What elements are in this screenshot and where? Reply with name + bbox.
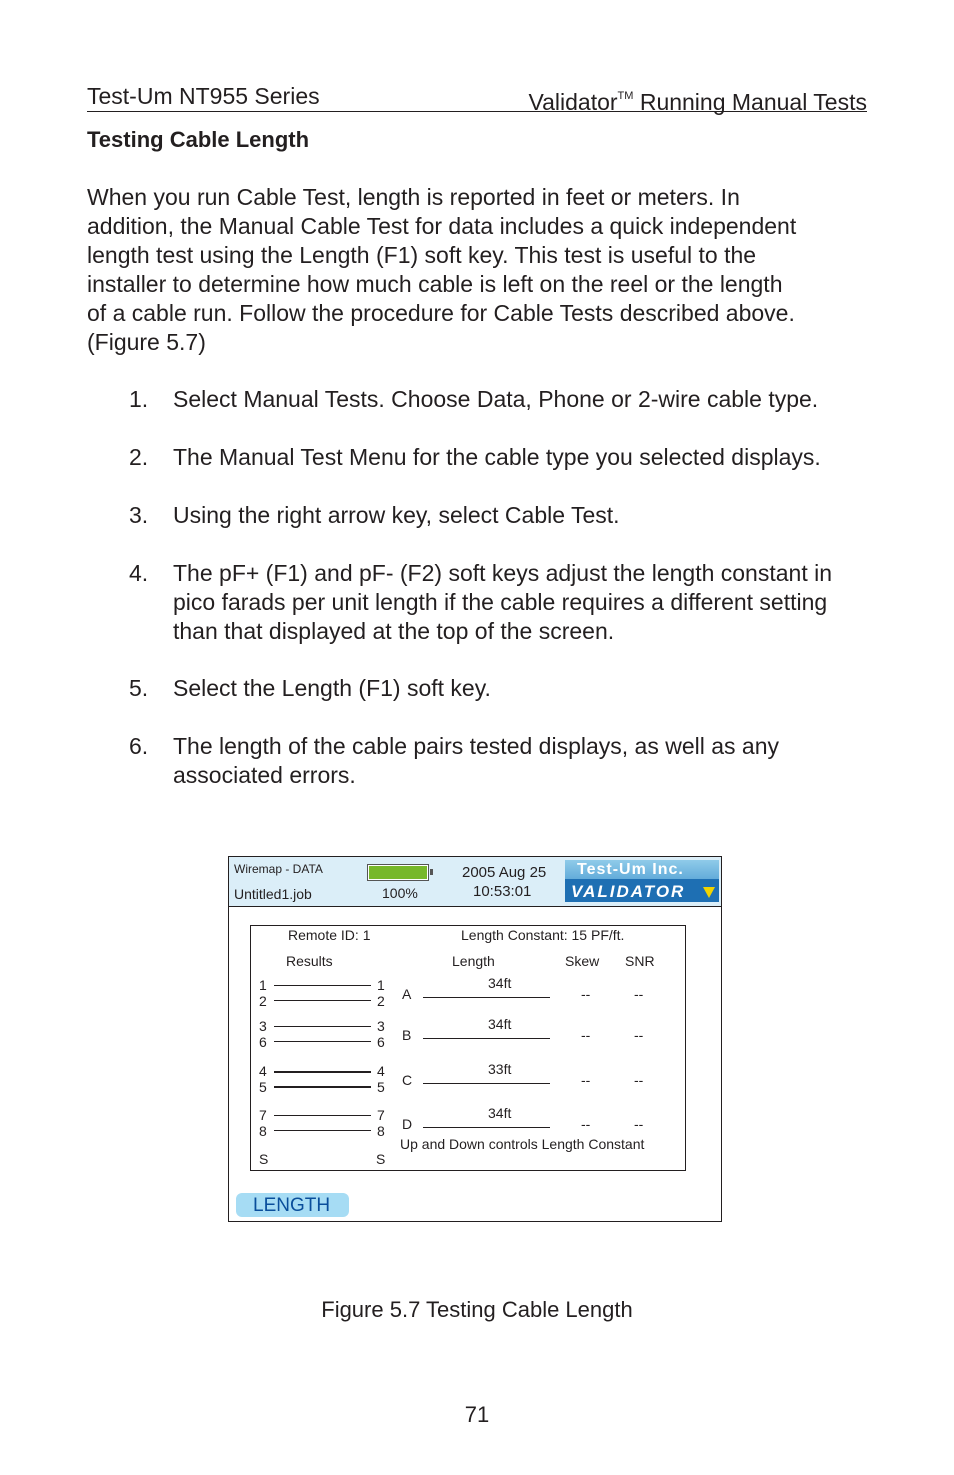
- menu-down-arrow-icon: [703, 887, 715, 898]
- brand-company-name: Test-Um Inc.: [577, 861, 684, 878]
- step-text: The Manual Test Menu for the cable type you selected displays.: [173, 444, 821, 470]
- step-number: 2.: [129, 444, 149, 470]
- shield-pin-right: S: [376, 1151, 386, 1167]
- running-header-left: Test-Um NT955 Series: [87, 83, 320, 109]
- pin-left-bottom: 5: [259, 1079, 267, 1095]
- intro-line: length test using the Length (F1) soft key. This test is useful to the: [87, 242, 757, 268]
- pair-skew: --: [581, 1027, 591, 1043]
- step-number: 6.: [129, 733, 149, 759]
- intro-line: (Figure 5.7): [87, 329, 206, 355]
- pin-right-bottom: 5: [377, 1079, 385, 1095]
- pair-name: A: [402, 986, 412, 1002]
- length-bar: [423, 997, 550, 998]
- pair-skew: --: [581, 1072, 591, 1088]
- screen-mode-label: Wiremap - DATA: [234, 862, 323, 876]
- pair-snr: --: [634, 986, 644, 1002]
- header-chapter: Running Manual Tests: [633, 89, 867, 115]
- screen-status-bar: [229, 857, 721, 907]
- pin-right-top: 4: [377, 1063, 385, 1079]
- wire-line: [274, 1130, 371, 1131]
- step-text: pico farads per unit length if the cable requires a different setting: [173, 589, 828, 615]
- wire-line: [274, 1000, 371, 1001]
- section-title: Testing Cable Length: [87, 127, 310, 152]
- length-bar: [423, 1083, 550, 1084]
- step-text: Select the Length (F1) soft key.: [173, 675, 491, 701]
- column-header-skew: Skew: [565, 953, 600, 969]
- pin-left-top: 1: [259, 977, 267, 993]
- wire-line: [274, 1115, 371, 1116]
- step-number: 3.: [129, 502, 149, 528]
- pair-snr: --: [634, 1116, 644, 1132]
- pin-right-top: 7: [377, 1107, 385, 1123]
- intro-line: When you run Cable Test, length is reported in feet or meters. In: [87, 184, 740, 210]
- intro-paragraph: [87, 183, 877, 357]
- pin-left-top: 7: [259, 1107, 267, 1123]
- step-text: associated errors.: [173, 762, 356, 788]
- battery-icon: [367, 864, 429, 881]
- intro-line: addition, the Manual Cable Test for data includes a quick independent: [87, 213, 797, 239]
- wire-line: [274, 1071, 371, 1073]
- figure-caption: Figure 5.7 Testing Cable Length: [321, 1297, 633, 1322]
- step-number: 4.: [129, 560, 149, 586]
- pin-right-bottom: 2: [377, 993, 385, 1009]
- wire-line: [274, 1041, 371, 1042]
- wire-line: [274, 985, 371, 986]
- pin-left-bottom: 8: [259, 1123, 267, 1139]
- battery-fill: [369, 866, 427, 879]
- pair-length: 34ft: [488, 975, 512, 991]
- length-bar: [423, 1038, 550, 1039]
- column-header-snr: SNR: [625, 953, 655, 969]
- pin-left-bottom: 6: [259, 1034, 267, 1050]
- step-text: than that displayed at the top of the screen.: [173, 618, 615, 644]
- shield-pin-left: S: [259, 1151, 269, 1167]
- wire-line: [274, 1026, 371, 1027]
- battery-percent: 100%: [382, 885, 418, 901]
- battery-terminal: [430, 869, 433, 875]
- step-text: Using the right arrow key, select Cable Test.: [173, 502, 620, 528]
- pair-skew: --: [581, 1116, 591, 1132]
- pin-left-top: 3: [259, 1018, 267, 1034]
- device-screen-figure: [228, 856, 722, 1222]
- length-bar: [423, 1127, 550, 1128]
- hint-text: Up and Down controls Length Constant: [400, 1136, 645, 1152]
- length-softkey[interactable]: [236, 1193, 349, 1217]
- remote-id: Remote ID: 1: [288, 927, 371, 943]
- page-number: 71: [464, 1402, 490, 1427]
- pin-left-top: 4: [259, 1063, 267, 1079]
- brand-product-name: VALIDATOR: [571, 882, 686, 901]
- pin-right-bottom: 6: [377, 1034, 385, 1050]
- screen-job-name: Untitled1.job: [234, 886, 312, 902]
- pair-name: B: [402, 1027, 412, 1043]
- brand-logo: [565, 860, 719, 902]
- step-number: 5.: [129, 675, 149, 701]
- pair-name: D: [402, 1116, 413, 1132]
- screen-time: 10:53:01: [473, 883, 532, 900]
- step-text: The pF+ (F1) and pF- (F2) soft keys adjust the length constant in: [173, 560, 833, 586]
- step-number: 1.: [129, 386, 149, 412]
- column-header-results: Results: [286, 953, 333, 969]
- header-product: Validator: [528, 89, 618, 115]
- pin-right-bottom: 8: [377, 1123, 385, 1139]
- pair-snr: --: [634, 1072, 644, 1088]
- pair-length: 34ft: [488, 1016, 512, 1032]
- wire-line: [274, 1086, 371, 1088]
- pair-snr: --: [634, 1027, 644, 1043]
- step-text: The length of the cable pairs tested displays, as well as any: [173, 733, 780, 759]
- pair-skew: --: [581, 986, 591, 1002]
- pin-left-bottom: 2: [259, 993, 267, 1009]
- pair-length: 34ft: [488, 1105, 512, 1121]
- pin-right-top: 1: [377, 977, 385, 993]
- header-rule: [87, 111, 867, 112]
- intro-line: installer to determine how much cable is left on the reel or the length: [87, 271, 783, 297]
- pin-right-top: 3: [377, 1018, 385, 1034]
- screen-date: 2005 Aug 25: [462, 864, 547, 881]
- step-text: Select Manual Tests. Choose Data, Phone or 2-wire cable type.: [173, 386, 819, 412]
- length-softkey-label: LENGTH: [253, 1195, 331, 1216]
- intro-line: of a cable run. Follow the procedure for Cable Tests described above.: [87, 300, 795, 326]
- trademark-mark: TM: [617, 90, 634, 102]
- length-constant: Length Constant: 15 PF/ft.: [461, 927, 625, 943]
- results-panel: [250, 925, 686, 1171]
- pair-name: C: [402, 1072, 413, 1088]
- column-header-length: Length: [452, 953, 495, 969]
- pair-length: 33ft: [488, 1061, 512, 1077]
